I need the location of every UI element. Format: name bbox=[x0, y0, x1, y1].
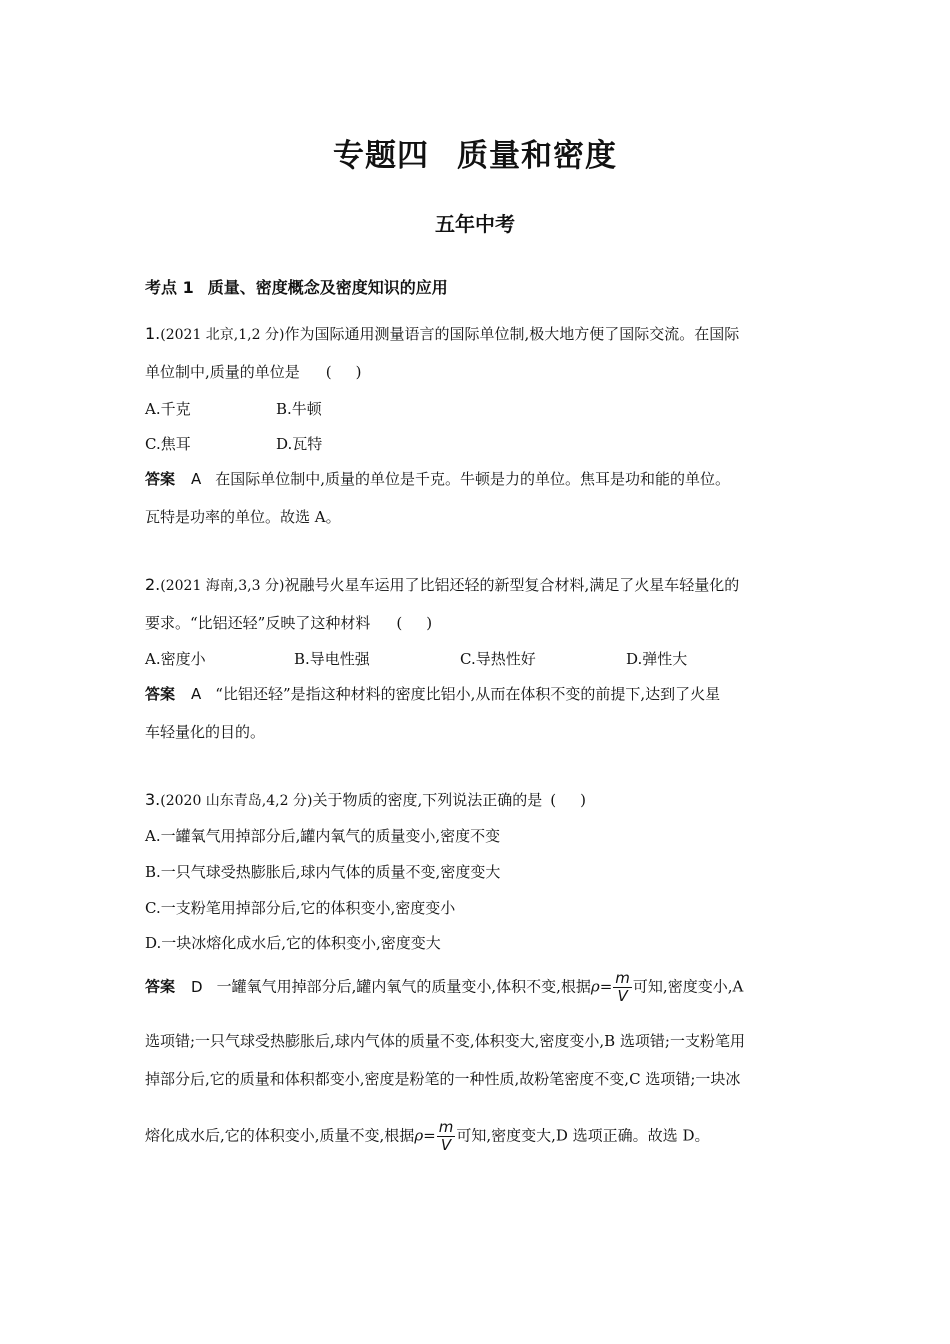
q3-answer-label: 答案 bbox=[145, 977, 176, 996]
q3-answer-line4: 熔化成水后,它的体积变小,质量不变,根据ρ= $\frac{m}{V}$ 可知,密度变大,D 选项正确。故选 D。 bbox=[145, 1118, 710, 1154]
q2-answer-blank: ( ) bbox=[396, 614, 433, 632]
q3-answer-blank: ( ) bbox=[550, 791, 586, 809]
q1-number: 1. bbox=[145, 324, 161, 343]
q2-source: (2021 海南,3,3 分) bbox=[160, 578, 285, 594]
q3-number: 3. bbox=[145, 790, 161, 809]
q3-answer-line3: 掉部分后,它的质量和体积都变小,密度是粉笔的一种性质,故粉笔密度不变,C 选项错;一块冰 bbox=[145, 1070, 741, 1088]
q3-answer-line1: 答案 D 一罐氧气用掉部分后,罐内氧气的质量变小,体积不变,根据ρ= $\frac{m}{V}$ 可知,密度变小,A bbox=[145, 969, 744, 1005]
q1-option-c: C.焦耳 bbox=[145, 435, 191, 453]
density-fraction-2: $\frac{m}{V}$ bbox=[438, 1118, 454, 1154]
q1-text-line1: 作为国际通用测量语言的国际单位制,极大地方便了国际交流。在国际 bbox=[284, 325, 740, 343]
q1-option-d: D.瓦特 bbox=[276, 435, 323, 453]
q2-explanation-line1: “比铝还轻”是指这种材料的密度比铝小,从而在体积不变的前提下,达到了火星 bbox=[215, 685, 721, 703]
page-title bbox=[0, 130, 950, 175]
q1-stem-line1 bbox=[145, 323, 739, 344]
q1-answer-blank: ( ) bbox=[325, 363, 362, 381]
q1-option-b: B.牛顿 bbox=[276, 400, 322, 418]
q2-answer-label: 答案 bbox=[145, 685, 176, 703]
density-symbol: ρ bbox=[590, 977, 600, 996]
q3-explanation-line1b: 可知,密度变小,A bbox=[632, 977, 744, 996]
q2-answer-line2: 车轻量化的目的。 bbox=[145, 723, 266, 741]
section-text: 质量、密度概念及密度知识的应用 bbox=[207, 278, 448, 297]
q2-answer-letter: A bbox=[191, 685, 202, 703]
q3-explanation-line4b: 可知,密度变大,D 选项正确。故选 D。 bbox=[456, 1126, 710, 1145]
title-subject: 质量和密度 bbox=[457, 138, 617, 174]
q2-text-line2: 要求。“比铝还轻”反映了这种材料 bbox=[145, 614, 371, 632]
density-symbol-2: ρ bbox=[414, 1126, 424, 1145]
page-subtitle: 五年中考 bbox=[435, 212, 515, 236]
q2-option-c: C.导热性好 bbox=[460, 650, 536, 668]
q3-option-b: B.一只气球受热膨胀后,球内气体的质量不变,密度变大 bbox=[145, 863, 501, 881]
q1-answer-letter: A bbox=[191, 470, 202, 488]
q1-explanation-line1: 在国际单位制中,质量的单位是千克。牛顿是力的单位。焦耳是功和能的单位。 bbox=[215, 470, 731, 488]
q2-text-line1: 祝融号火星车运用了比铝还轻的新型复合材料,满足了火星车轻量化的 bbox=[284, 576, 740, 594]
q1-answer-line2: 瓦特是功率的单位。故选 A。 bbox=[145, 508, 341, 526]
q2-answer-line1 bbox=[145, 683, 720, 704]
density-fraction: $\frac{m}{V}$ bbox=[615, 969, 630, 1005]
q3-stem bbox=[145, 789, 586, 810]
q3-explanation-line4a: 熔化成水后,它的体积变小,质量不变,根据 bbox=[145, 1126, 415, 1145]
q2-stem-line2 bbox=[145, 612, 432, 633]
q1-answer-label: 答案 bbox=[145, 470, 176, 488]
q1-source: (2021 北京,1,2 分) bbox=[160, 327, 285, 343]
q1-text-line2: 单位制中,质量的单位是 bbox=[145, 363, 300, 381]
q3-answer-letter: D bbox=[191, 977, 203, 996]
section-label: 考点 1 bbox=[145, 278, 194, 297]
q3-explanation-line1a: 一罐氧气用掉部分后,罐内氧气的质量变小,体积不变,根据 bbox=[216, 977, 591, 996]
q3-source: (2020 山东青岛,4,2 分) bbox=[160, 793, 313, 809]
q2-stem-line1 bbox=[145, 574, 739, 595]
q1-stem-line2 bbox=[145, 361, 362, 382]
q1-answer-line1 bbox=[145, 468, 730, 489]
q2-option-d: D.弹性大 bbox=[626, 650, 688, 668]
q2-option-b: B.导电性强 bbox=[294, 650, 370, 668]
q2-number: 2. bbox=[145, 575, 161, 594]
q2-option-a: A.密度小 bbox=[145, 650, 206, 668]
q3-option-d: D.一块冰熔化成水后,它的体积变小,密度变大 bbox=[145, 934, 441, 952]
q3-option-c: C.一支粉笔用掉部分后,它的体积变小,密度变小 bbox=[145, 899, 456, 917]
q3-text: 关于物质的密度,下列说法正确的是 bbox=[312, 791, 543, 809]
q3-option-a: A.一罐氧气用掉部分后,罐内氧气的质量变小,密度不变 bbox=[145, 827, 501, 845]
section-heading bbox=[145, 275, 448, 298]
q1-option-a: A.千克 bbox=[145, 400, 191, 418]
q3-answer-line2: 选项错;一只气球受热膨胀后,球内气体的质量不变,体积变大,密度变小,B 选项错;一支粉笔用 bbox=[145, 1032, 745, 1050]
title-topic: 专题四 bbox=[333, 138, 429, 174]
